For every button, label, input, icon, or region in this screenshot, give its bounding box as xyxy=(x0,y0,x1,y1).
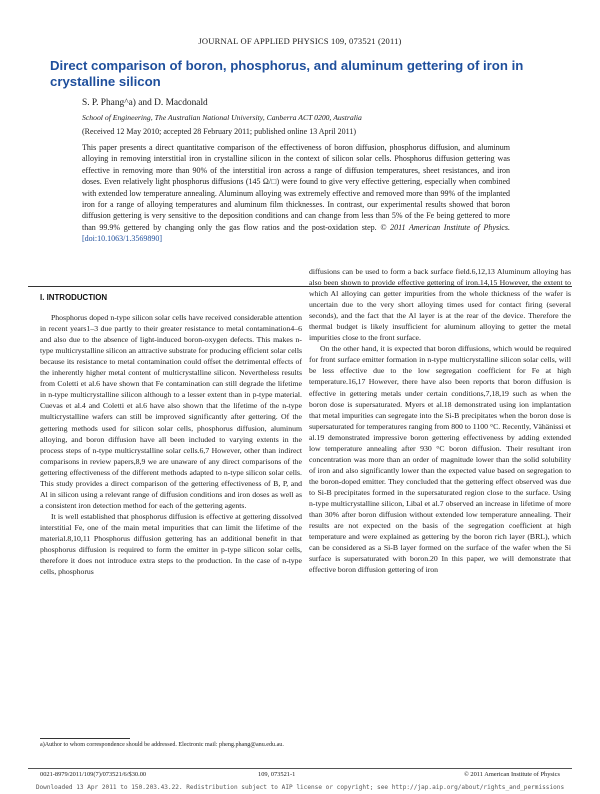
received-dates: (Received 12 May 2010; accepted 28 February 2011; published online 13 April 2011) xyxy=(82,127,357,136)
abstract-text: This paper presents a direct quantitative comparison of the effectiveness of boron diffusion, phosphorus diffusion, and aluminum alloying in removing interstitial iron in crystalline silicon in the context of silicon solar cells. Phosphorus diffusion gettering was effective in removing more than 90% of the interstitial iron across a range of diffusion temperatures, sheet resistances, and iron doses. Even relatively light phosphorus diffusions (145 Ω/□) were found to give very effective gettering, especially when combined with extended low temperature annealing. Aluminum alloying was extremely effective and removed more than 99% of the implanted iron for a range of alloying temperatures and aluminum film thicknesses. In contrast, our experimental results showed that boron diffusion gettering is very sensitive to the deposition conditions and can change from less than 5% of the Fe being gettered to more than 99.9% gettered by changing only the gas flow ratios and the post-oxidation step. xyxy=(82,143,510,232)
article-authors: S. P. Phang^a) and D. Macdonald xyxy=(82,98,208,108)
footer-page-number: 109, 073521-1 xyxy=(258,771,296,778)
doi-link[interactable]: [doi:10.1063/1.3569890] xyxy=(82,234,162,244)
body-paragraph: diffusions can be used to form a back surface field.6,12,13 Aluminum alloying has also been shown to provide effective gettering of iron.14,15 However, the extent to which Al alloying can getter impurities from the whole thickness of the wafer is uncertain due to the very short alloying times used for contact firing (several seconds), and the fact that the Al layer is at the rear of the device. Therefore the thermal budget is likely insufficient for aluminum alloying to getter the metal impurities close to the front surface. xyxy=(309,267,571,343)
footer-divider xyxy=(28,768,572,769)
abstract xyxy=(82,142,510,245)
article-title: Direct comparison of boron, phosphorus, and aluminum gettering of iron in crystalline silicon xyxy=(50,58,524,89)
footer-copyright: © 2011 American Institute of Physics xyxy=(463,771,560,778)
body-paragraph: Phosphorus doped n-type silicon solar cells have received considerable attention in recent years1–3 due partly to their greater resistance to metal contamination4–6 and also due to the absence of light-induced boron-oxygen defects. This makes n-type multicrystalline silicon an attractive substrate for producing efficient solar cells because its resistance to metal contamination could offset the detrimental effects of the inherently higher metal content of multicrystalline silicon. Nevertheless results from Coletti et al.6 have shown that Fe contamination can still degrade the lifetime in n-type multicrystalline silicon although to a lesser extent than in p-type material. Cuevas et al.4 and Coletti et al.6 have also shown that the lifetime of the n-type multicrystalline wafers can still be improved significantly after gettering. Of the gettering methods used for silicon solar cells, phosphorus diffusion, aluminum alloying, and boron diffusion have all been included to varying extents in the process steps of n-type multicrystalline solar cells.6,7 However, other than indirect comparisons in review papers,8,9 we are unaware of any direct comparisons of the gettering effectiveness of the different methods adapted to n-type silicon solar cells. This study provides a direct comparison of the gettering effectiveness of B, P, and Al in silicon using a relevant range of diffusion conditions and iron doses as well as a consistent iron detection method for each of the gettering agents. xyxy=(40,313,302,510)
footnote-divider xyxy=(40,738,130,739)
body-paragraph: On the other hand, it is expected that boron diffusions, which would be required for front surface emitter formation in n-type multicrystalline silicon solar cells, will be less effective due to the low segregation coefficient for Fe at high temperature.16,17 However, there have also been reports that boron diffusion is effective in gettering metals under certain conditions,7,18,19 such as when the boron dose is supersaturated. Myers et al.18 demonstrated using ion implantation that metal impurities can segregate into the Si-B precipitates when the boron dose is supersaturated for temperatures ranging from 800 to 1100 °C. Recently, Vähänissi et al.19 demonstrated impressive boron gettering effectiveness by adding extended low temperature annealing after 930 °C boron diffusion. Their resultant iron concentration was more than an order of magnitude lower than the solid solubility of iron and also significantly lower than the expected value based on segregation to the boron-doped emitter. They concluded that the gettering effect observed was due to Si-B precipitates formed in the supersaturated region close to the surface. Using n-type multicrystalline silicon, Libal et al.7 observed an increase in lifetime of more than 30% after boron diffusion without extended low temperature annealing. Their results are not expected on the basis of the segregation coefficient at high temperature and were explained as gettering by the boron rich layer (BRL), which can be considered as a Si-B layer formed on the surface of the wafer when the Si surface is supersaturated with boron.20 In this paper, we will demonstrate that effective boron diffusion gettering of iron xyxy=(309,344,571,575)
section-heading: I. INTRODUCTION xyxy=(40,293,108,302)
footer-issn: 0021-8979/2011/109(7)/073521/6/$30.00 xyxy=(40,771,147,778)
journal-running-header: JOURNAL OF APPLIED PHYSICS 109, 073521 (2011) xyxy=(198,36,402,46)
abstract-copyright: © 2011 American Institute of Physics. xyxy=(380,222,510,232)
author-affiliation: School of Engineering, The Australian National University, Canberra ACT 0200, Australia xyxy=(82,113,362,122)
right-column xyxy=(309,266,571,575)
author-footnote: a)Author to whom correspondence should be addressed. Electronic mail: pheng.phang@anu.edu.au. xyxy=(40,742,284,748)
left-column xyxy=(40,292,302,577)
download-notice: Downloaded 13 Apr 2011 to 150.203.43.22. Redistribution subject to AIP license or copyright; see http://jap.aip.org/about/rights_and_permissions xyxy=(35,784,565,791)
body-paragraph: It is well established that phosphorus diffusion is effective at gettering dissolved interstitial Fe, one of the main metal impurities that can limit the lifetime of the material.8,10,11 Phosphorus diffusion gettering has an additional benefit in that phosphorus diffusion is required to form the emitter in p-type silicon solar cells, therefore it does not introduce extra steps to the production. In the case of n-type cells, phosphorus xyxy=(40,511,302,577)
